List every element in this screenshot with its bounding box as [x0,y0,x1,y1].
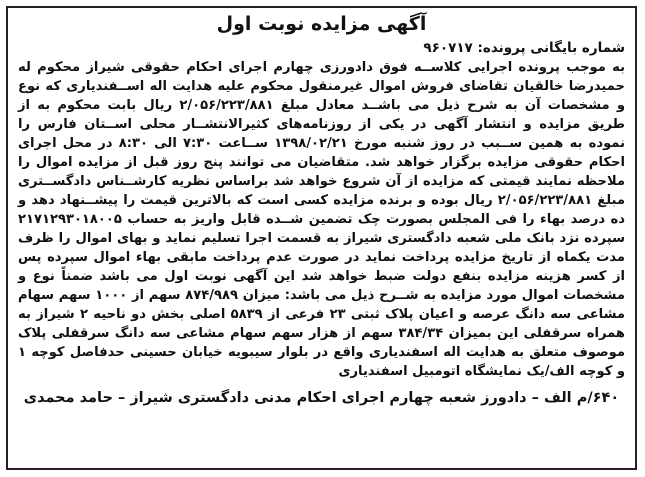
notice-frame [6,6,637,470]
notice-body: به موجب پرونده اجرایی کلاســه فوق دادورزی چهارم اجرای احکام حقوقی شیراز محکوم له حمیدرضا خالقیان تقاضای فروش اموال غیرمنقول محکوم علیه هدایت اله اســفندیاری که نوع و مشخصات آن به شرح ذیل می باشــد معادل مبلغ ۲/۰۵۶/۲۲۳/۸۸۱ ریال بابت محکوم به از طریق مزایده و انتشار آگهی در یکی از روزنامه‌های کثیرالانتشــار محلی اســتان فارس را نموده به همین ســبب در روز شنبه مورخ ۱۳۹۸/۰۲/۲۱ ســاعت ۷:۳۰ الی ۸:۳۰ در محل اجرای احکام حقوقی مزایده برگزار خواهد شد. متقاضیان می توانند پنج روز قبل از مزایده اموال را ملاحظه نمایند قیمتی که مزایده از آن شروع خواهد شد براساس نظریه کارشــناس دادگســتری مبلغ ۲/۰۵۶/۲۲۳/۸۸۱ ریال بوده و برنده مزایده کسی است که بالاترین قیمت را پیشــنهاد دهد و ده درصد بهاء را فی المجلس بصورت چک تضمین شــده قابل واریز به حساب ۲۱۷۱۲۹۳۰۱۸۰۰۵ سپرده نزد بانک ملی شعبه دادگستری شیراز به قسمت اجرا تسلیم نماید و بهای اموال را ظرف مدت یکماه از تاریخ مزایده پرداخت نماید در صورت عدم پرداخت مابقی بهاء اموال سپرده پس از کسر هزینه مزایده بنفع دولت ضبط خواهد شد این آگهی نوبت اول می باشد ضمناً نوع و مشخصات اموال مورد مزایده به شــرح ذیل می باشد: میزان ۸۷۴/۹۸۹ سهم از ۱۰۰۰ سهم سهام مشاعی سه دانگ عرصه و اعیان پلاک ثبتی ۲۳ فرعی از ۵۸۳۹ اصلی بخش دو ناحیه ۲ شیراز به همراه سرقفلی این بمیزان ۳۸۴/۳۴ سهم از هزار سهم سهام مشاعی سه دانگ سرقفلی پلاک موصوف متعلق به هدایت اله اسفندیاری واقع در بلوار سیبویه خیابان حسینی حدفاصل کوچه ۱ و کوچه الف/یک نمایشگاه اتومبیل اسفندیاری [18,60,626,379]
archive-number: شماره بایگانی پرونده: ۹۶۰۷۱۷ [423,40,625,56]
notice-footer-signature: ۶۴۰/م الف – دادورز شعبه چهارم اجرای احکام مدنی دادگستری شیراز – حامد محمدی [23,390,620,406]
notice-title: آگهی مزایده نوبت اول [216,13,427,35]
